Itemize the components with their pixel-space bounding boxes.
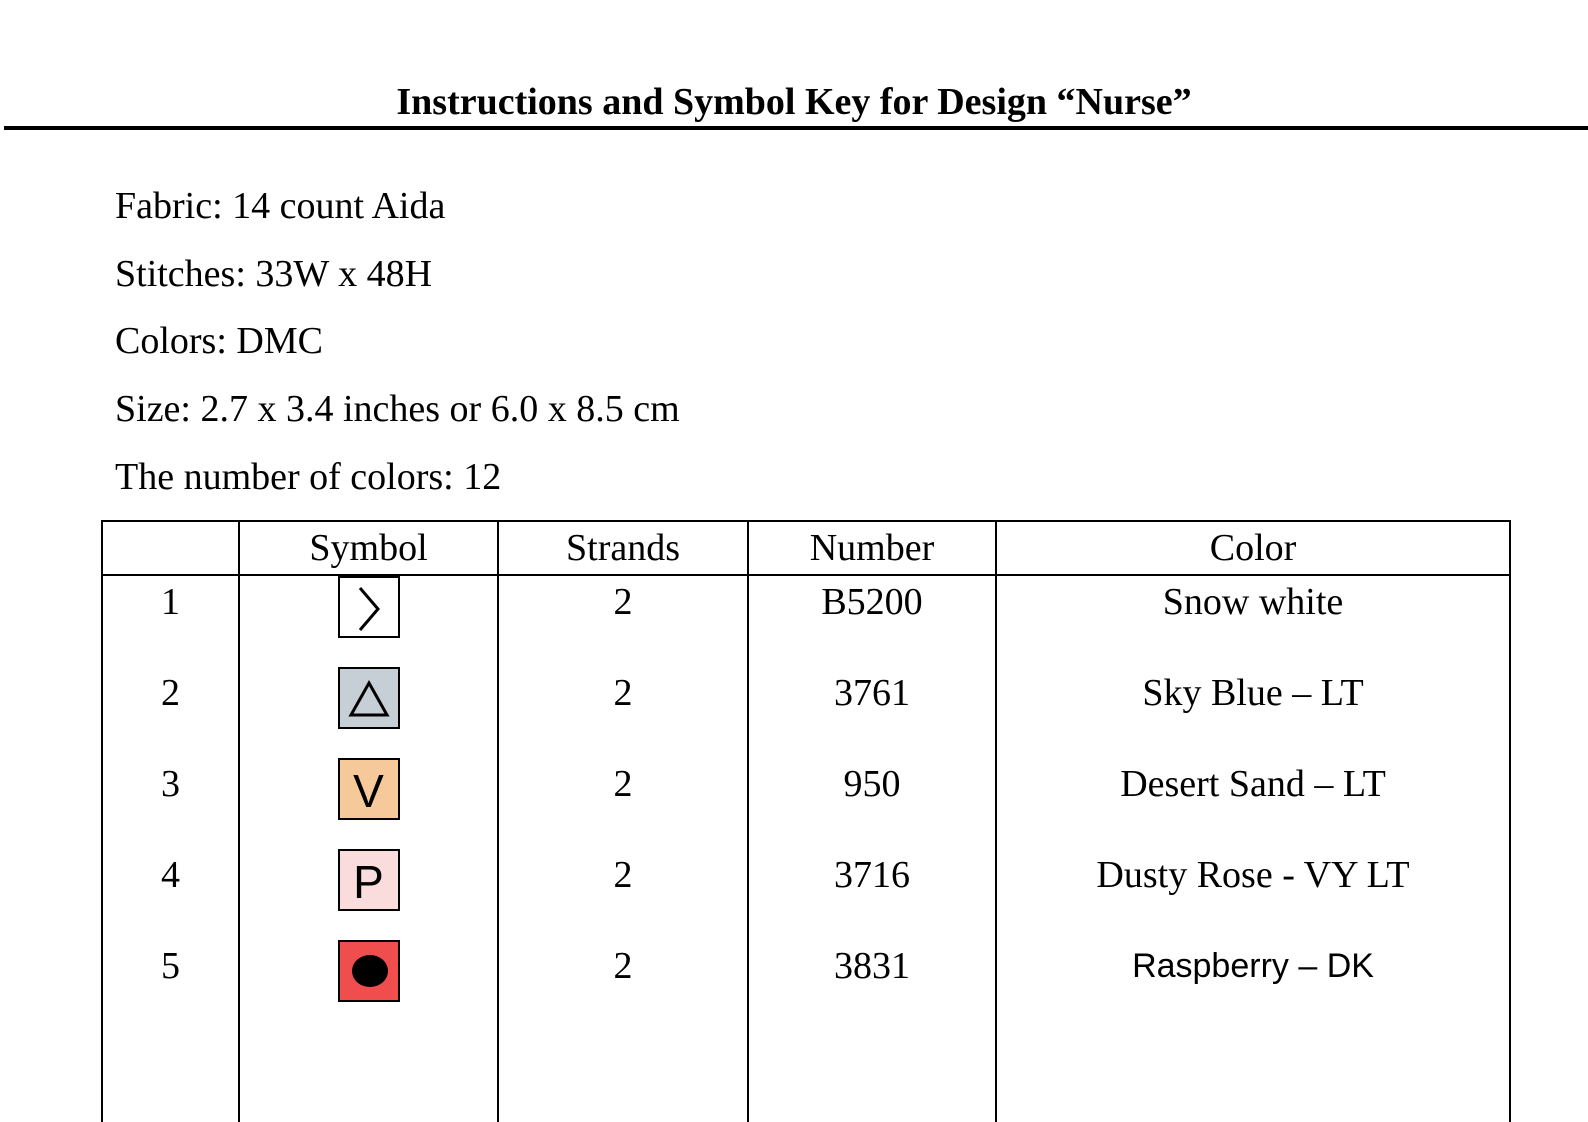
header-index	[102, 521, 239, 575]
row-symbol	[239, 940, 498, 1031]
row-number: B5200	[748, 575, 996, 667]
filled-circle-icon	[338, 940, 400, 1002]
table-row	[102, 849, 1510, 940]
table-row	[102, 940, 1510, 1031]
header-color: Color	[996, 521, 1510, 575]
row-index: 3	[102, 758, 239, 849]
row-number: 3761	[748, 667, 996, 758]
row-number: 3716	[748, 849, 996, 940]
header-symbol: Symbol	[239, 521, 498, 575]
size-line: Size: 2.7 x 3.4 inches or 6.0 x 8.5 cm	[115, 388, 680, 430]
row-strands: 2	[498, 575, 748, 667]
header-strands: Strands	[498, 521, 748, 575]
row-index: 5	[102, 940, 239, 1031]
header-number: Number	[748, 521, 996, 575]
fabric-line: Fabric: 14 count Aida	[115, 185, 446, 227]
table-row	[102, 667, 1510, 758]
table-row	[102, 575, 1510, 667]
row-strands: 2	[498, 758, 748, 849]
row-color: Dusty Rose - VY LT	[996, 849, 1510, 940]
row-index: 4	[102, 849, 239, 940]
stitches-line: Stitches: 33W x 48H	[115, 253, 433, 295]
row-strands: 2	[498, 849, 748, 940]
row-symbol	[239, 667, 498, 758]
triangle-icon	[338, 667, 400, 729]
colors-line: Colors: DMC	[115, 320, 323, 362]
table-header-row	[102, 521, 1510, 575]
row-symbol	[239, 575, 498, 667]
row-number: 950	[748, 758, 996, 849]
row-color: Raspberry – DK	[996, 940, 1510, 1031]
row-strands: 2	[498, 940, 748, 1031]
table-row	[102, 1031, 1510, 1122]
row-symbol	[239, 849, 498, 940]
letter-p-icon	[338, 849, 400, 911]
row-index: 1	[102, 575, 239, 667]
row-strands: 2	[498, 667, 748, 758]
row-number: 3831	[748, 940, 996, 1031]
row-symbol	[239, 758, 498, 849]
symbol-key-table	[101, 520, 1511, 1122]
symbol-glyph: P	[353, 856, 384, 908]
title-divider	[4, 126, 1588, 130]
chevron-right-icon	[338, 576, 400, 638]
row-color: Snow white	[996, 575, 1510, 667]
row-color: Desert Sand – LT	[996, 758, 1510, 849]
symbol-glyph: V	[353, 765, 384, 817]
table-row	[102, 758, 1510, 849]
color-count-line: The number of colors: 12	[115, 456, 502, 498]
row-color: Sky Blue – LT	[996, 667, 1510, 758]
row-index: 2	[102, 667, 239, 758]
letter-v-icon	[338, 758, 400, 820]
page-title: Instructions and Symbol Key for Design “Nurse”	[396, 81, 1192, 123]
